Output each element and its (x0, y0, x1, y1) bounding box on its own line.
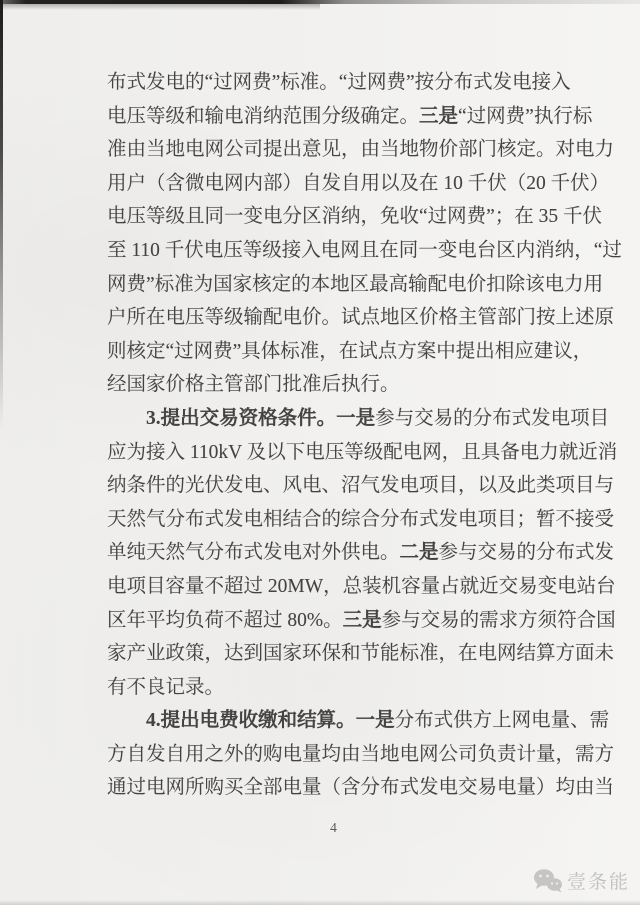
text-segment: 则核定“过网费”具体标准，在试点方案中提出相应建议， (107, 340, 593, 362)
text-line (107, 436, 618, 470)
bold-text-segment: 3.提出交易资格条件。一是 (146, 407, 376, 429)
text-segment: 方自发自用之外的购电量均由当地电网公司负责计量，需方 (107, 743, 615, 765)
text-line (107, 100, 593, 134)
text-line (107, 671, 560, 705)
bold-text-segment: 三是 (419, 105, 459, 127)
text-segment: 参与交易的分布式发 (438, 542, 615, 564)
text-segment: 分布式供方上网电量、需 (394, 710, 610, 732)
text-line (107, 604, 616, 638)
text-segment: “过网费”执行标 (458, 105, 593, 127)
text-segment: 至 110 千伏电压等级接入电网且在同一变电台区内消纳，“过 (107, 239, 622, 261)
text-line (107, 133, 615, 167)
publisher-watermark (533, 867, 630, 894)
text-segment: 电项目容量不超过 20MW，总装机容量占就近交易变电站台 (107, 575, 616, 597)
text-segment: 参与交易的需求方须符合国 (381, 609, 616, 631)
text-line (107, 200, 603, 234)
text-segment: 电压等级且同一变电分区消纳，免收“过网费”；在 35 千伏 (107, 206, 603, 228)
text-segment: 户所在电压等级输配电价。试点地区价格主管部门按上述原 (107, 307, 615, 329)
text-segment: 布式发电的“过网费”标准。“过网费”按分布式发电接入 (107, 72, 571, 93)
text-segment: 应为接入 110kV 及以下电压等级配电网，且具备电力就近消 (107, 441, 618, 463)
text-segment: 参与交易的分布式发电项目 (375, 407, 610, 429)
wechat-icon (533, 868, 563, 893)
text-line (107, 335, 593, 369)
bold-text-segment: 二是 (399, 542, 439, 564)
text-line (107, 268, 604, 302)
text-line (107, 167, 610, 201)
text-line (107, 771, 615, 805)
text-line (107, 704, 610, 738)
bold-text-segment: 三是 (342, 609, 382, 631)
text-segment: 用户（含微电网内部）自发自用以及在 10 千伏（20 千伏） (107, 172, 610, 194)
text-line (107, 234, 622, 268)
text-segment: 单纯天然气分布式发电对外供电。 (107, 542, 400, 564)
bold-text-segment: 4.提出电费收缴和结算。一是 (146, 710, 395, 732)
watermark-label: 壹条能 (566, 872, 630, 893)
text-line (107, 570, 616, 604)
document-body (107, 66, 622, 805)
text-line (107, 738, 615, 772)
text-line (107, 536, 615, 570)
text-segment: 通过电网所购买全部电量（含分布式发电交易电量）均由当 (107, 777, 615, 799)
text-line (107, 301, 615, 335)
text-line (107, 469, 615, 503)
text-line (107, 368, 560, 402)
text-line (107, 503, 615, 537)
text-segment: 经国家价格主管部门批准后执行。 (107, 374, 400, 396)
text-segment: 家产业政策，达到国家环保和节能标准，在电网结算方面未 (107, 643, 615, 665)
text-segment: 天然气分布式发电相结合的综合分布式发电项目；暂不接受 (107, 508, 615, 530)
text-segment: 纳条件的光伏发电、风电、沼气发电项目，以及此类项目与 (107, 475, 615, 497)
page-number: 4 (330, 820, 337, 835)
text-segment: 电压等级和输电消纳范围分级确定。 (107, 105, 420, 127)
scan-edge-top-shadow (0, 4, 320, 10)
text-segment: 有不良记录。 (107, 676, 225, 698)
scan-edge-left (0, 0, 3, 430)
text-line (107, 66, 571, 100)
text-segment: 网费”标准为国家核定的本地区最高输配电价扣除该电力用 (107, 273, 604, 295)
text-line (107, 402, 610, 436)
text-segment: 区年平均负荷不超过 80%。 (107, 609, 343, 631)
text-line (107, 637, 615, 671)
scan-edge-bottom (0, 900, 640, 905)
text-segment: 准由当地电网公司提出意见，由当地物价部门核定。对电力 (107, 139, 615, 161)
